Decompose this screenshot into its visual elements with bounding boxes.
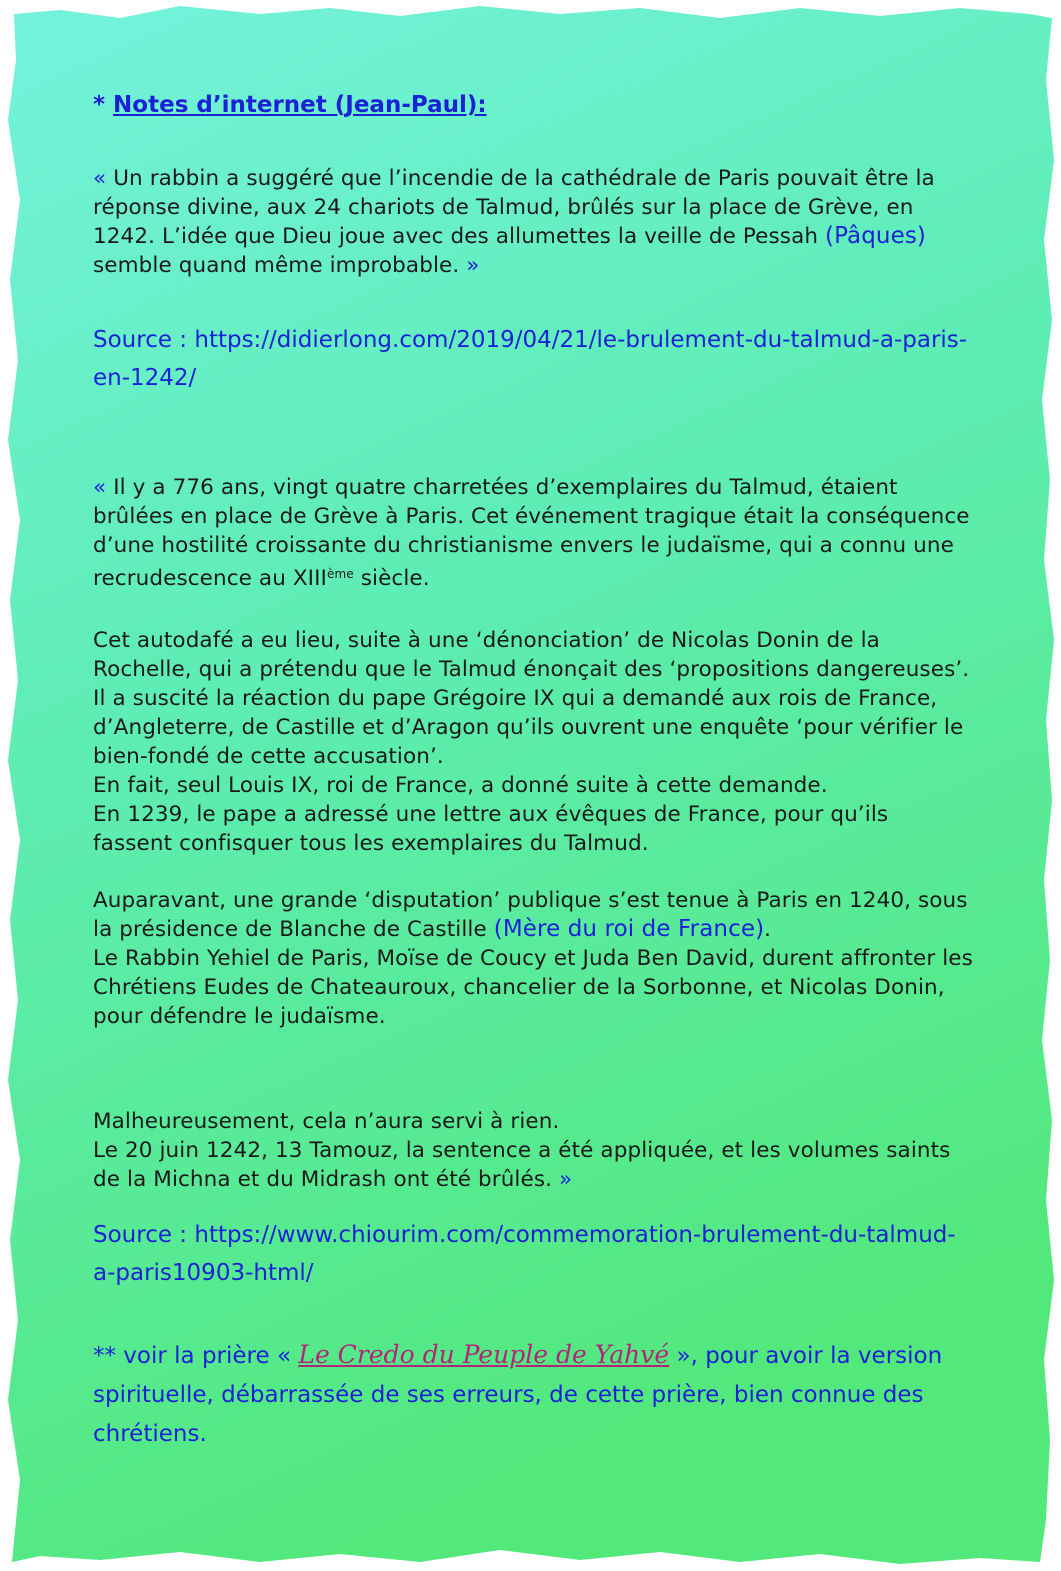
quote-2-p2c-text: En 1239, le pape a adressé une lettre aux évêques de France, pour qu’ils fassent confisquer tous les exemplaires du Talmud. (93, 802, 889, 856)
credo-note-suffix: », pour avoir la version spirituelle, débarrassée de ses erreurs, de cette prière, bien connue des chrétiens. (93, 1343, 943, 1447)
credo-link[interactable]: Le Credo du Peuple de Yahvé (298, 1340, 670, 1369)
quote-2-p3-text: Auparavant, une grande ‘disputation’ publique s’est tenue à Paris en 1240, sous la présidence de Blanche de Castille (93, 888, 968, 942)
quote-close-mark: » (559, 1167, 573, 1192)
paques-note: (Pâques) (825, 223, 926, 249)
quote-2-p4b-text: Le 20 juin 1242, 13 Tamouz, la sentence a été appliquée, et les volumes saints de la Michna et du Midrash ont été brûlés. (93, 1138, 951, 1192)
quote-2-p4-text: Malheureusement, cela n’aura servi à rien. (93, 1109, 560, 1134)
quote-open-mark: « (93, 475, 107, 500)
quote-2-p2-text: Cet autodafé a eu lieu, suite à une ‘dénonciation’ de Nicolas Donin de la Rochelle, qui a prétendu que le Talmud énonçait des ‘propositions dangereuses’. Il a suscité la réaction du pape Grégoire IX qui a demandé aux rois de France, d’Angleterre, de Castille et d’Aragon qu’ils ouvrent une enquête ‘pour vérifier le bien-fondé de cette accusation’. (93, 628, 970, 769)
quote-2-p3-end: . (764, 917, 772, 942)
quote-1-end: semble quand même improbable. (93, 253, 467, 278)
quote-1-text: Un rabbin a suggéré que l’incendie de la cathédrale de Paris pouvait être la réponse divine, aux 24 chariots de Talmud, brûlés sur la place de Grève, en 1242. L’idée que Dieu joue avec des allumettes la veille de Pessah (93, 166, 935, 249)
quote-2-para-4 (93, 1107, 973, 1194)
source-2-link[interactable]: Source : https://www.chiourim.com/commemoration-brulement-du-talmud-a-paris10903-html/ (93, 1222, 956, 1286)
quote-2-p2b-text: En fait, seul Louis IX, roi de France, a donné suite à cette demande. (93, 773, 828, 798)
quote-2-para-2 (93, 626, 973, 858)
century-suffix: ème (327, 567, 354, 581)
notes-heading-link[interactable]: Notes d’internet (Jean-Paul): (113, 92, 487, 118)
source-1-link[interactable]: Source : https://didierlong.com/2019/04/21/le-brulement-du-talmud-a-paris-en-1242/ (93, 327, 968, 391)
mere-du-roi-note: (Mère du roi de France) (493, 916, 765, 942)
quote-2-p1-text: Il y a 776 ans, vingt quatre charretées d’exemplaires du Talmud, étaient brûlées en place de Grève à Paris. Cet événement tragique était la conséquence d’une hostilité croissante du christianisme envers le judaïsme, qui a connu une recrudescence au XIII (93, 475, 970, 591)
quote-open-mark: « (93, 166, 107, 191)
quote-2-para-3 (93, 886, 973, 1031)
quote-1 (93, 164, 973, 280)
credo-note (93, 1335, 993, 1454)
credo-note-prefix: ** voir la prière « (93, 1343, 299, 1369)
heading-star: * (93, 92, 106, 118)
quote-2-p1-end: siècle. (353, 566, 430, 591)
notes-heading (93, 92, 487, 118)
quote-2-p3b-text: Le Rabbin Yehiel de Paris, Moïse de Coucy et Juda Ben David, durent affronter les Chrétiens Eudes de Chateauroux, chancelier de la Sorbonne, et Nicolas Donin, pour défendre le judaïsme. (93, 946, 973, 1029)
quote-close-mark: » (466, 253, 480, 278)
quote-2-para-1 (93, 473, 973, 593)
